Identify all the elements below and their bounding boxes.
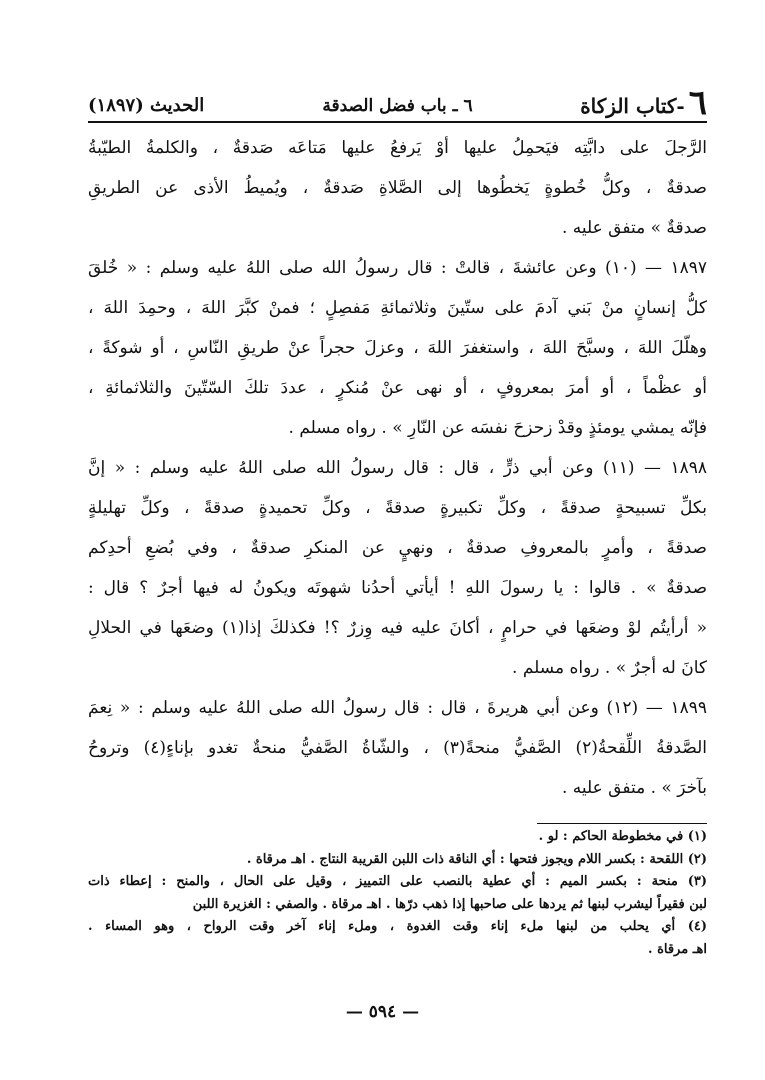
- hadith-1899-start: ١٨٩٩ — (١٢) وعن أبي هريرةَ ، قال : قال رسولُ الله صلى اللهُ عليه وسلم : « نِعمَ: [88, 698, 707, 718]
- text-line: الرَّجلَ على دابَّتِه فيَحمِلُ عليها أوْ يَرفعُ عليها مَتاعَه صَدقةٌ ، والكلمةُ الطيّبةُ: [88, 138, 707, 158]
- text-line: صدقةٌ » متفق عليه .: [561, 218, 707, 238]
- footnotes: [88, 826, 707, 961]
- footnote: (٤) أي يحلب من لبنها ملء إناء وقت الغدوة ، وملء إناء آخر وقت الرواح ، وهو المساء .: [88, 919, 707, 934]
- section-title: ٦ ـ باب فضل الصدقة: [322, 96, 473, 116]
- footnote: (٢) اللقحة : بكسر اللام ويجوز فتحها : أي الناقة ذات اللبن القريبة النتاج . اهـ مرقاة .: [246, 851, 707, 867]
- footnote-rule: [537, 823, 707, 824]
- text-line: « أرأيتُم لوْ وضعَها في حرامٍ ، أكانَ عليه فيه وِزرٌ ؟! فكذلكَ إذا(١) وضعَها في الحلالِ: [88, 618, 707, 638]
- footnote: (٣) منحة : بكسر الميم : أي عطية بالنصب على التمييز ، وقيل على الحال ، والمنح : إعطاء ذات: [88, 874, 707, 889]
- hadith-1897-start: ١٨٩٧ — (١٠) وعن عائشةَ ، قالتْ : قال رسولُ الله صلى اللهُ عليه وسلم : « خُلقَ: [88, 258, 707, 278]
- running-header: [88, 83, 707, 123]
- text-line: كانَ له أجرٌ » . رواه مسلم .: [512, 658, 707, 678]
- text-line: صدقةٌ ، وكلُّ خُطوةٍ يَخطُوها إلى الصَّلاةِ صَدقةٌ ، ويُميطُ الأذى عن الطريقِ: [88, 178, 707, 198]
- footnote: (١) في مخطوطة الحاكم : لو .: [538, 829, 707, 844]
- chapter-number: ٦: [688, 83, 707, 123]
- page-number: — ٥٩٤ —: [345, 1002, 420, 1022]
- text-line: صدقةٌ » . قالوا : يا رسولَ اللهِ ! أيأتي أحدُنا شهوتَه ويكونُ له فيها أجرٌ ؟ قال :: [88, 578, 707, 598]
- hadith-range: الحديث (١٨٩٧): [88, 95, 205, 116]
- footnote: لبن فقيراً ليشرب لبنها ثم يردها على صاحبها إذا ذهب درّها . اهـ مرقاة . والصفي : الغزيرة اللبن: [192, 896, 707, 912]
- book-title: -كتاب الزكاة: [580, 94, 685, 118]
- text-line: كلُّ إنسانٍ منْ بَني آدمَ على ستّينَ وثلاثمائةِ مَفصِلٍ ؛ فمنْ كبَّرَ اللهَ ، وحمِدَ اللهَ ،: [88, 298, 707, 318]
- text-line: بآخرَ » . متفق عليه .: [561, 778, 707, 798]
- text-line: وهلّلَ اللهَ ، وسبَّحَ اللهَ ، واستغفرَ اللهَ ، وعزلَ حجراً عنْ طريقِ النّاسِ ، أو شوكةً ،: [88, 338, 707, 358]
- text-line: أو عظْماً ، أو أمرَ بمعروفٍ ، أو نهى عنْ مُنكرٍ ، عددَ تلكَ السّتّينَ والثلاثمائةِ ،: [88, 378, 707, 398]
- header-rule: [88, 121, 707, 123]
- text-line: فإنّه يمشي يومئذٍ وقدْ زحزحَ نفسَه عن النّارِ » . رواه مسلم .: [288, 418, 707, 438]
- footnote: اهـ مرقاة .: [648, 941, 707, 957]
- main-text: [88, 128, 707, 808]
- text-line: الصَّدقةُ اللِّقحةُ(٢) الصَّفيُّ منحةً(٣) ، والشّاةُ الصَّفيُّ منحةٌ تغدو بإناءٍ(٤) وتروحُ: [88, 738, 707, 758]
- text-line: صدقةً ، وأمرٍ بالمعروفِ صدقةٌ ، ونهيٍ عن المنكرِ صدقةٌ ، وفي بُضعِ أحدِكم: [88, 538, 707, 558]
- text-line: بكلِّ تسبيحةٍ صدقةً ، وكلِّ تكبيرةٍ صدقةً ، وكلِّ تحميدةٍ صدقةً ، وكلِّ تهليلةٍ: [88, 498, 707, 518]
- hadith-1898-start: ١٨٩٨ — (١١) وعن أبي ذرٍّ ، قال : قال رسولُ الله صلى اللهُ عليه وسلم : « إنَّ: [88, 458, 707, 478]
